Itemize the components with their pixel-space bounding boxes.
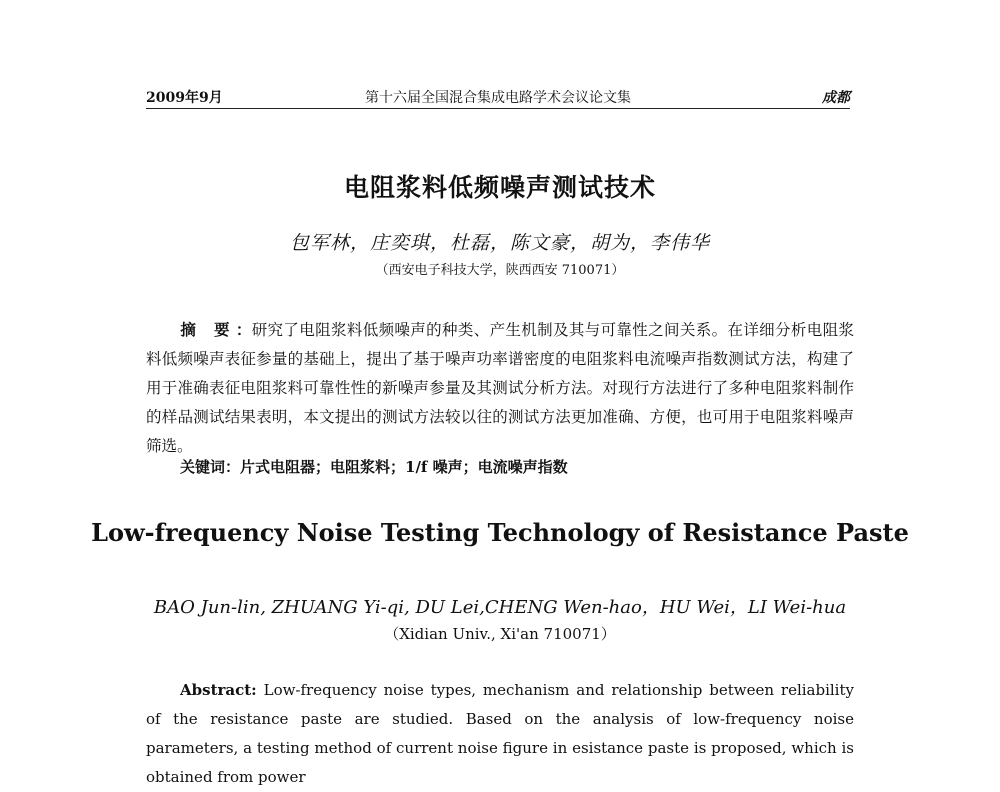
running-header bbox=[146, 90, 850, 109]
chinese-affiliation: （西安电子科技大学，陕西西安 710071） bbox=[375, 263, 625, 278]
chinese-abstract bbox=[146, 315, 854, 461]
chinese-keywords: 关键词：片式电阻器；电阻浆料；1/f 噪声；电流噪声指数 bbox=[180, 458, 568, 476]
english-affiliation: （Xidian Univ., Xi'an 710071） bbox=[384, 625, 616, 643]
english-abstract-label: Abstract: bbox=[180, 681, 257, 699]
english-abstract-text: Low-frequency noise types, mechanism and relationship between reliability of the resistance paste are studied. Based on the analysis of low-frequency noise parameters, a testing method of current noise figure in esistance paste is proposed, which is obtained from power bbox=[146, 681, 854, 786]
header-city: 成都 bbox=[822, 90, 850, 106]
header-proceedings: 第十六届全国混合集成电路学术会议论文集 bbox=[365, 90, 631, 106]
english-authors: BAO Jun-lin, ZHUANG Yi-qi, DU Lei,CHENG Wen-hao，HU Wei，LI Wei-hua bbox=[153, 597, 847, 618]
chinese-abstract-colon: ： bbox=[235, 320, 252, 339]
english-title: Low-frequency Noise Testing Technology of Resistance Paste bbox=[91, 518, 909, 547]
english-abstract bbox=[146, 676, 854, 792]
chinese-abstract-text: 研究了电阻浆料低频噪声的种类、产生机制及其与可靠性之间关系。在详细分析电阻浆料低频噪声表征参量的基础上，提出了基于噪声功率谱密度的电阻浆料电流噪声指数测试方法，构建了用于准确表征电阻浆料可靠性性的新噪声参量及其测试分析方法。对现行方法进行了多种电阻浆料制作的样品测试结果表明，本文提出的测试方法较以往的测试方法更加准确、方便，也可用于电阻浆料噪声筛选。 bbox=[146, 321, 854, 455]
chinese-abstract-label: 摘 要 bbox=[180, 320, 236, 339]
chinese-title: 电阻浆料低频噪声测试技术 bbox=[343, 173, 656, 202]
header-date: 2009年9月 bbox=[146, 90, 223, 106]
chinese-authors: 包军林，庄奕琪，杜磊，陈文豪，胡为，李伟华 bbox=[289, 232, 710, 254]
